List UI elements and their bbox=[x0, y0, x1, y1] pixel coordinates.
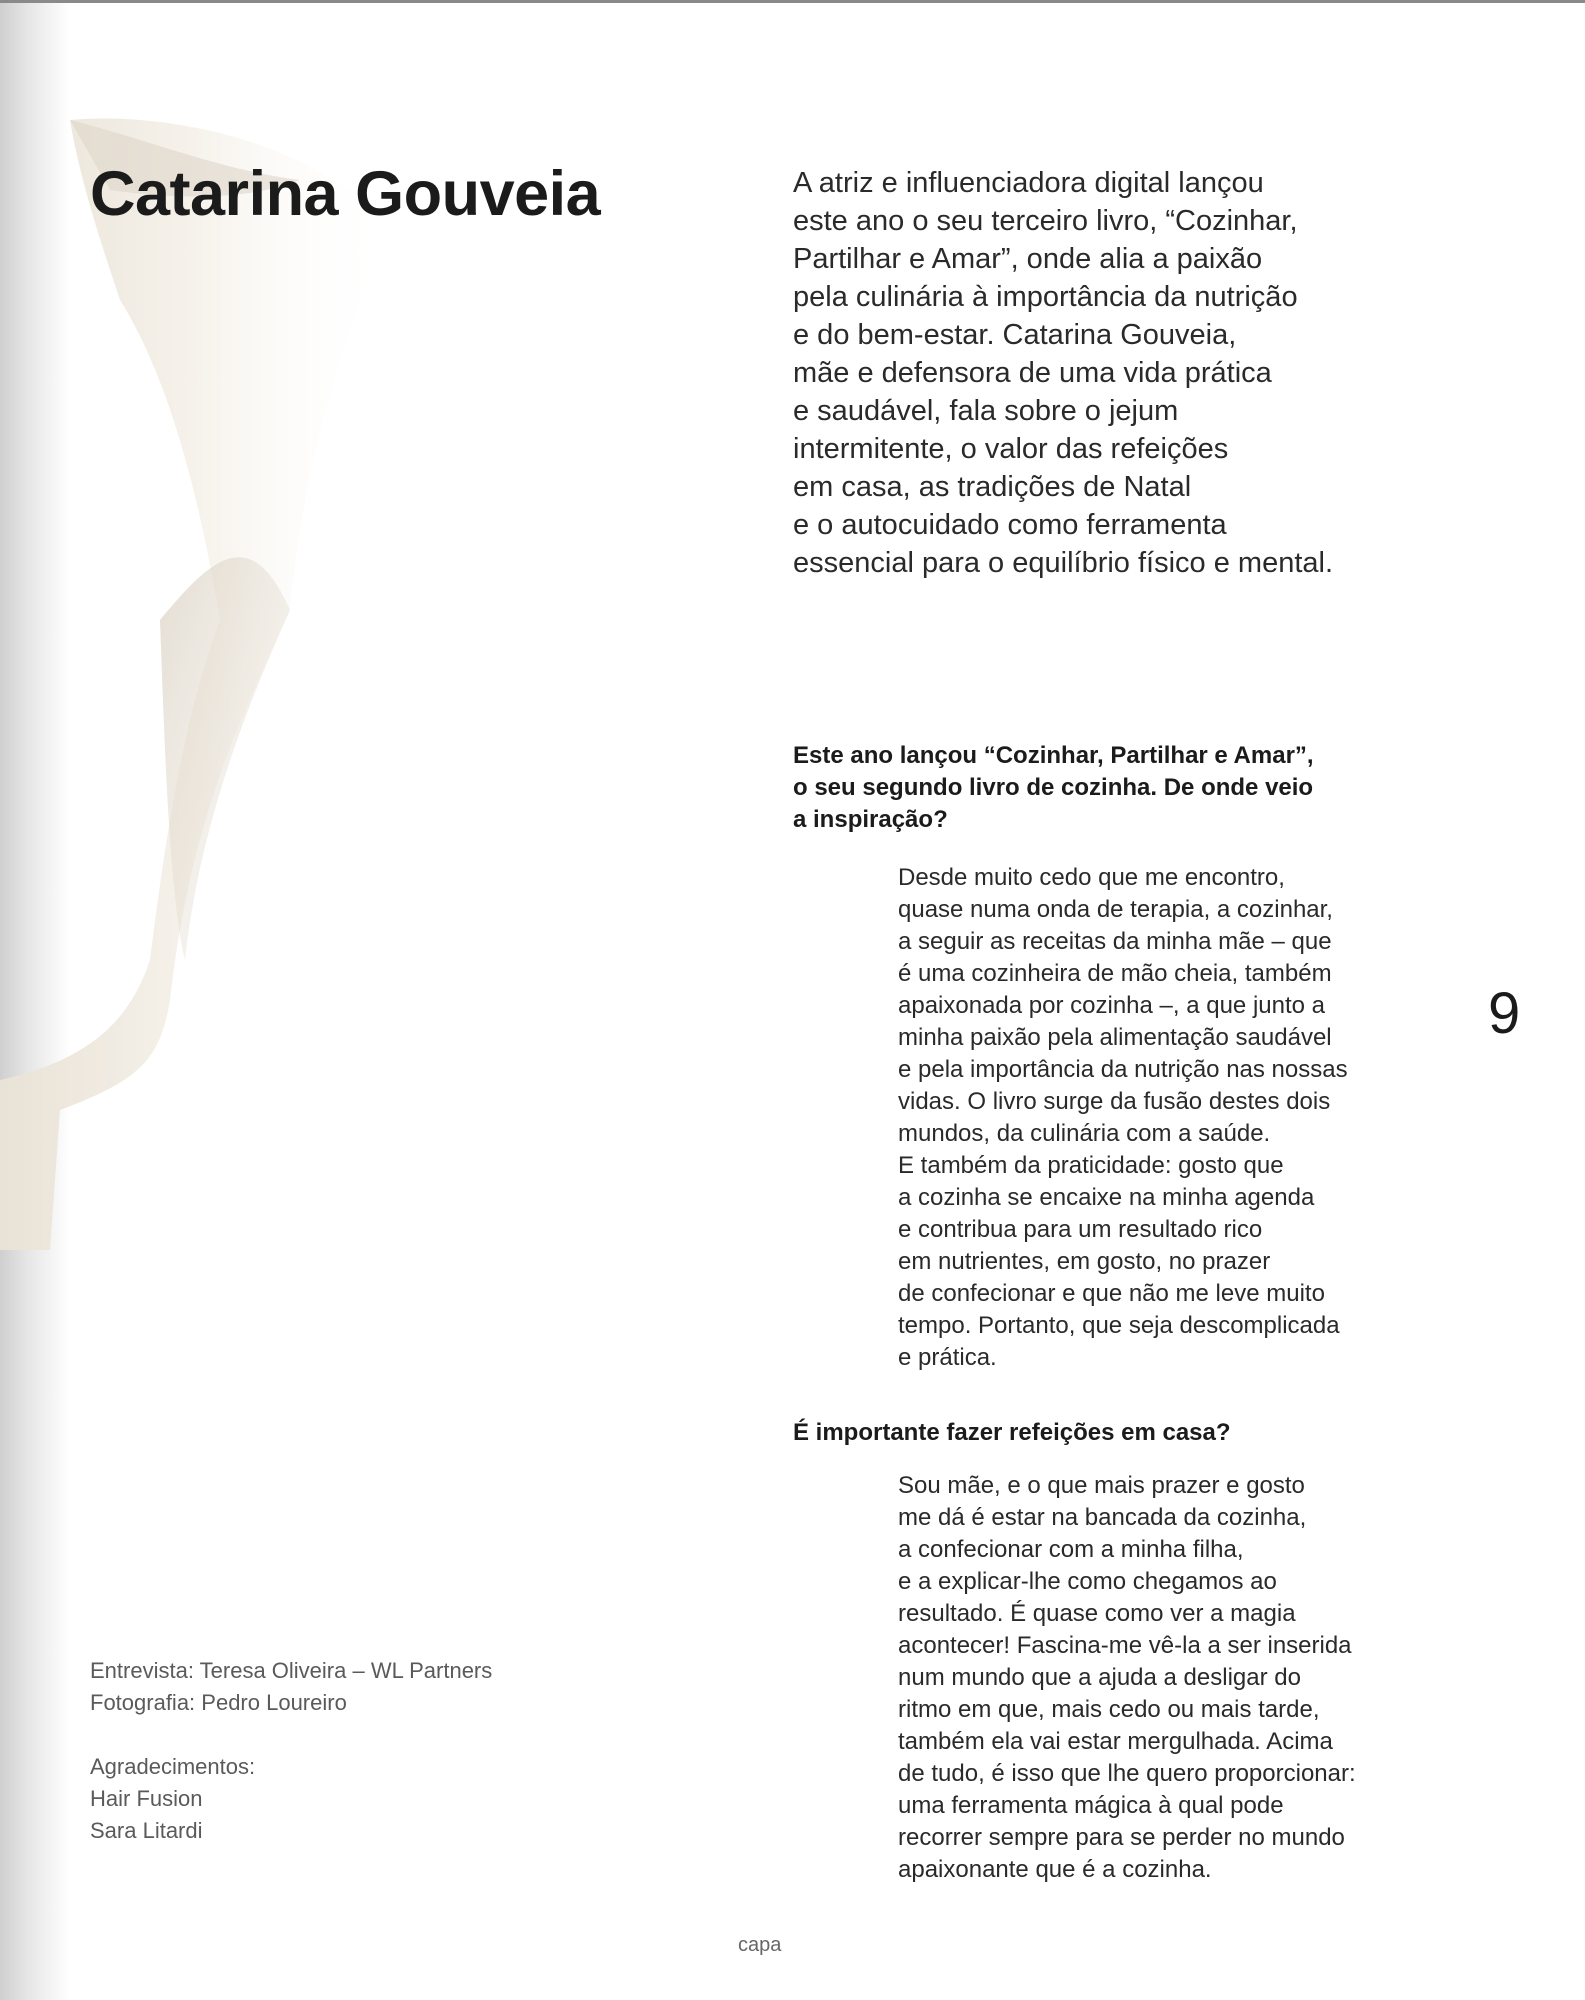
lead-line: este ano o seu terceiro livro, “Cozinhar, bbox=[793, 205, 1298, 237]
answer-line: E também da praticidade: gosto que bbox=[898, 1152, 1284, 1179]
answer-line: quase numa onda de terapia, a cozinhar, bbox=[898, 896, 1333, 923]
answer-line: acontecer! Fascina-me vê-la a ser inserida bbox=[898, 1632, 1352, 1659]
section-footer: capa bbox=[738, 1934, 782, 1956]
answer-line: minha paixão pela alimentação saudável bbox=[898, 1024, 1332, 1051]
answer-line: apaixonada por cozinha –, a que junto a bbox=[898, 992, 1325, 1019]
answer-line: também ela vai estar mergulhada. Acima bbox=[898, 1728, 1333, 1755]
lead-line: intermitente, o valor das refeições bbox=[793, 433, 1229, 465]
answer-line: resultado. É quase como ver a magia bbox=[898, 1600, 1296, 1627]
interview-question-2 bbox=[793, 1417, 1393, 1449]
lead-line: pela culinária à importância da nutrição bbox=[793, 281, 1298, 313]
interview-question-1 bbox=[793, 740, 1393, 836]
credit-thanks-item: Hair Fusion bbox=[90, 1786, 203, 1811]
answer-line: ritmo em que, mais cedo ou mais tarde, bbox=[898, 1696, 1320, 1723]
answer-line: apaixonante que é a cozinha. bbox=[898, 1856, 1212, 1883]
interview-answer-2 bbox=[898, 1470, 1438, 1886]
answer-line: uma ferramenta mágica à qual pode bbox=[898, 1792, 1284, 1819]
credit-thanks-item: Sara Litardi bbox=[90, 1818, 203, 1843]
answer-line: em nutrientes, em gosto, no prazer bbox=[898, 1248, 1271, 1275]
question-line: o seu segundo livro de cozinha. De onde veio bbox=[793, 774, 1314, 801]
credit-thanks-label: Agradecimentos: bbox=[90, 1754, 256, 1779]
lead-line: Partilhar e Amar”, onde alia a paixão bbox=[793, 243, 1263, 275]
answer-line: a seguir as receitas da minha mãe – que bbox=[898, 928, 1332, 955]
answer-line: e a explicar-lhe como chegamos ao bbox=[898, 1568, 1277, 1595]
credits-block bbox=[90, 1655, 610, 1847]
answer-line: recorrer sempre para se perder no mundo bbox=[898, 1824, 1345, 1851]
answer-line: mundos, da culinária com a saúde. bbox=[898, 1120, 1271, 1147]
lead-line: A atriz e influenciadora digital lançou bbox=[793, 167, 1264, 199]
answer-line: e contribua para um resultado rico bbox=[898, 1216, 1263, 1243]
answer-line: de confecionar e que não me leve muito bbox=[898, 1280, 1325, 1307]
question-line: É importante fazer refeições em casa? bbox=[793, 1419, 1231, 1446]
credit-photography: Fotografia: Pedro Loureiro bbox=[90, 1690, 347, 1715]
answer-line: e prática. bbox=[898, 1344, 997, 1371]
question-line: Este ano lançou “Cozinhar, Partilhar e Amar”, bbox=[793, 742, 1314, 769]
answer-line: me dá é estar na bancada da cozinha, bbox=[898, 1504, 1307, 1531]
interview-answer-1 bbox=[898, 862, 1438, 1374]
lead-paragraph bbox=[793, 164, 1393, 582]
answer-line: Desde muito cedo que me encontro, bbox=[898, 864, 1285, 891]
answer-line: a cozinha se encaixe na minha agenda bbox=[898, 1184, 1315, 1211]
answer-line: vidas. O livro surge da fusão destes dois bbox=[898, 1088, 1331, 1115]
page-number: 9 bbox=[1488, 981, 1521, 1046]
page-title: Catarina Gouveia bbox=[90, 159, 601, 229]
answer-line: é uma cozinheira de mão cheia, também bbox=[898, 960, 1332, 987]
lead-line: e do bem-estar. Catarina Gouveia, bbox=[793, 319, 1237, 351]
answer-line: a confecionar com a minha filha, bbox=[898, 1536, 1244, 1563]
answer-line: de tudo, é isso que lhe quero proporcionar: bbox=[898, 1760, 1356, 1787]
lead-line: essencial para o equilíbrio físico e mental. bbox=[793, 547, 1334, 579]
credit-interview: Entrevista: Teresa Oliveira – WL Partners bbox=[90, 1658, 493, 1683]
lead-line: em casa, as tradições de Natal bbox=[793, 471, 1192, 503]
answer-line: Sou mãe, e o que mais prazer e gosto bbox=[898, 1472, 1305, 1499]
question-line: a inspiração? bbox=[793, 806, 948, 833]
answer-line: e pela importância da nutrição nas nossas bbox=[898, 1056, 1348, 1083]
answer-line: num mundo que a ajuda a desligar do bbox=[898, 1664, 1301, 1691]
lead-line: mãe e defensora de uma vida prática bbox=[793, 357, 1272, 389]
answer-line: tempo. Portanto, que seja descomplicada bbox=[898, 1312, 1340, 1339]
lead-line: e o autocuidado como ferramenta bbox=[793, 509, 1227, 541]
lead-line: e saudável, fala sobre o jejum bbox=[793, 395, 1179, 427]
